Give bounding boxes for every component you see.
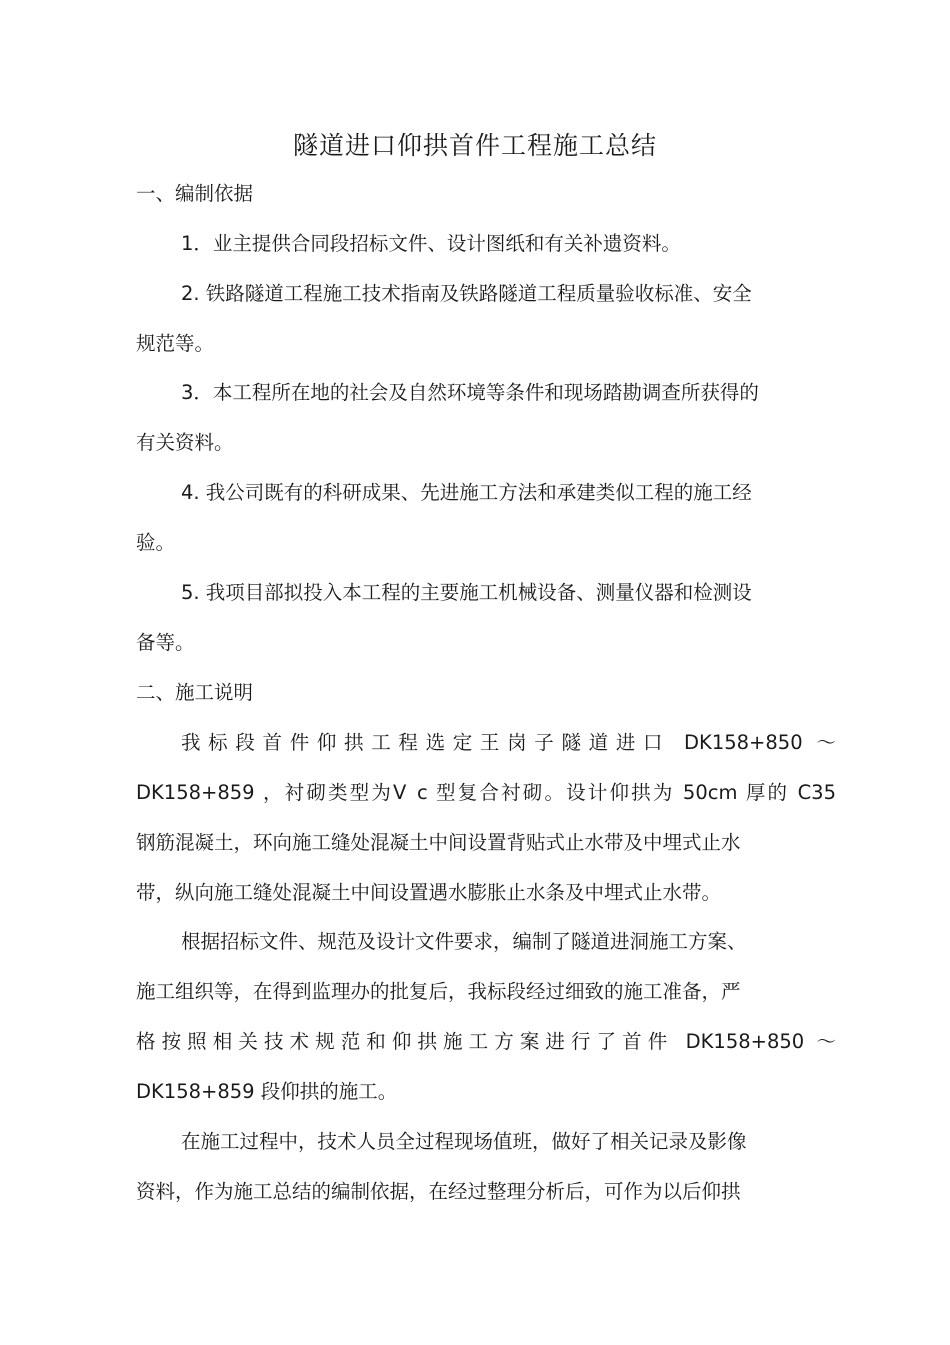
paragraph-line: 我标段首件仰拱工程选定王岗子隧道进口 DK158+850 ～ xyxy=(181,731,836,754)
paragraph-line: 备等。 xyxy=(136,631,195,654)
paragraph-line: DK158+859 ，衬砌类型为Ⅴ c 型复合衬砌。设计仰拱为 50cm 厚的 C35 xyxy=(136,781,836,804)
section-heading-basis: 一、编制依据 xyxy=(136,182,254,205)
paragraph-line: 5. 我项目部拟投入本工程的主要施工机械设备、测量仪器和检测设 xyxy=(181,581,752,604)
paragraph-line: DK158+859 段仰拱的施工。 xyxy=(136,1080,398,1103)
paragraph-line: 在施工过程中，技术人员全过程现场值班，做好了相关记录及影像 xyxy=(181,1130,747,1153)
paragraph-line: 根据招标文件、规范及设计文件要求，编制了隧道进洞施工方案、 xyxy=(181,930,747,953)
paragraph-line: 钢筋混凝土，环向施工缝处混凝土中间设置背贴式止水带及中埋式止水 xyxy=(136,831,741,854)
paragraph-line: 4. 我公司既有的科研成果、先进施工方法和承建类似工程的施工经 xyxy=(181,481,752,504)
paragraph-line: 3．本工程所在地的社会及自然环境等条件和现场踏勘调查所获得的 xyxy=(181,381,759,404)
paragraph-line: 验。 xyxy=(136,531,176,554)
paragraph-line: 2. 铁路隧道工程施工技术指南及铁路隧道工程质量验收标准、安全 xyxy=(181,282,752,305)
paragraph-line: 带，纵向施工缝处混凝土中间设置遇水膨胀止水条及中埋式止水带。 xyxy=(136,881,722,904)
paragraph-line: 资料，作为施工总结的编制依据，在经过整理分析后，可作为以后仰拱 xyxy=(136,1180,741,1203)
paragraph-line: 格按照相关技术规范和仰拱施工方案进行了首件 DK158+850 ～ xyxy=(136,1030,836,1053)
paragraph-line: 施工组织等，在得到监理办的批复后，我标段经过细致的施工准备，严 xyxy=(136,980,741,1003)
paragraph-line: 1．业主提供合同段招标文件、设计图纸和有关补遗资料。 xyxy=(181,232,681,255)
document-title: 隧道进口仰拱首件工程施工总结 xyxy=(292,131,657,160)
paragraph-line: 规范等。 xyxy=(136,332,215,355)
section-heading-construction: 二、施工说明 xyxy=(136,681,254,704)
paragraph-line: 有关资料。 xyxy=(136,431,234,454)
